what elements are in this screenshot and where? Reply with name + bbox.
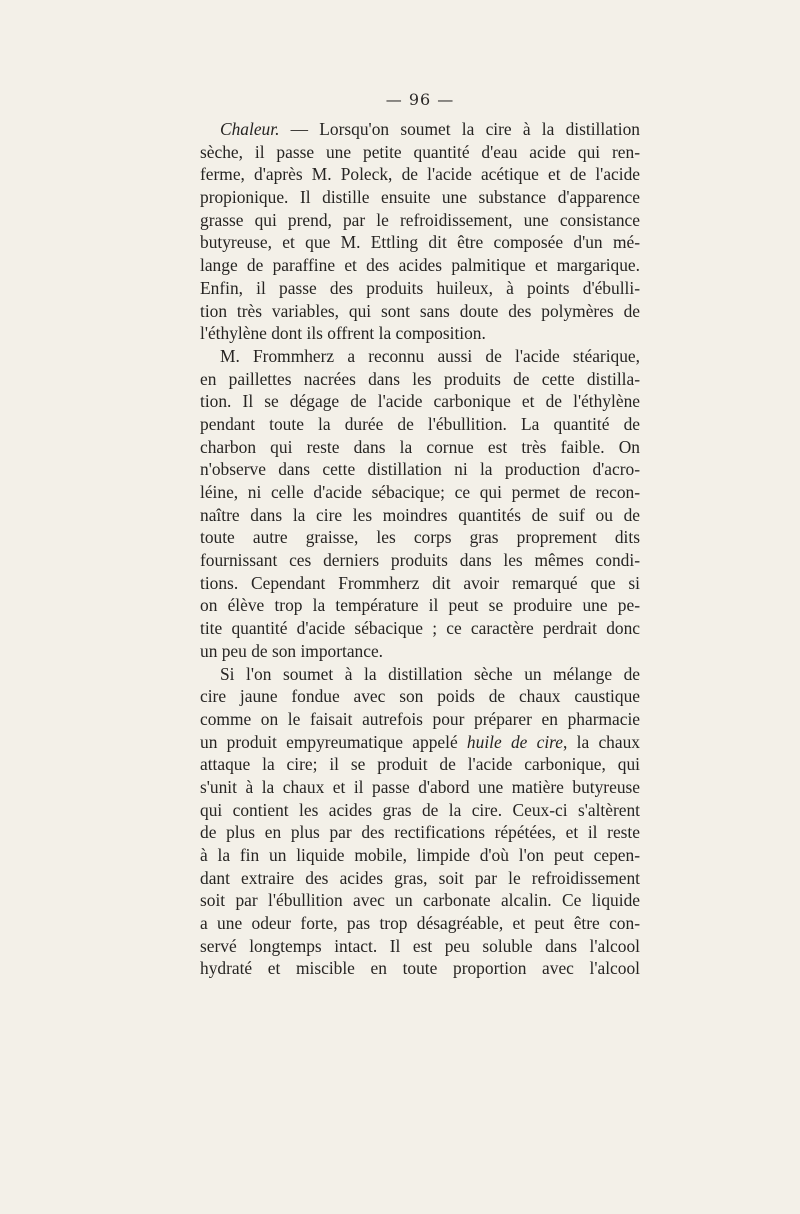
text-line: attaque la cire; il se produit de l'acide carbonique, qui: [200, 754, 640, 775]
text-line: à la fin un liquide mobile, limpide d'où l'on peut cepen-: [200, 845, 640, 865]
text-line: Si l'on soumet à la distillation sèche un mélange de: [220, 663, 640, 684]
italic-term: huile de cire: [466, 731, 564, 752]
text-line: on élève trop la température il peut se produire une pe-: [200, 595, 640, 616]
text-line: servé longtemps intact. Il est peu soluble dans l'alcool: [200, 935, 640, 956]
page-number: — 96 —: [385, 90, 455, 109]
text-line: l'éthylène dont ils offrent la composition.: [200, 323, 486, 344]
paragraph-chaleur: [200, 118, 640, 345]
text-line: lange de paraffine et des acides palmitique et margarique.: [200, 255, 640, 276]
text-line-content: un produit empyreumatique appelé: [200, 731, 467, 752]
text-line: M. Frommherz a reconnu aussi de l'acide stéarique,: [220, 345, 640, 366]
text-line: [200, 118, 640, 141]
text-line: propionique. Il distille ensuite une substance d'apparence: [200, 187, 640, 208]
text-line: tion très variables, qui sont sans doute des polymères de: [200, 300, 640, 321]
text-line: de plus en plus par des rectifications répétées, et il reste: [200, 822, 640, 843]
text-line: naître dans la cire les moindres quantités de suif ou de: [200, 504, 640, 525]
text-line: ferme, d'après M. Poleck, de l'acide acétique et de l'acide: [200, 164, 640, 185]
text-line: léine, ni celle d'acide sébacique; ce qui permet de recon-: [200, 482, 640, 502]
text-line: tions. Cependant Frommherz dit avoir remarqué que si: [200, 572, 640, 593]
section-heading-italic: Chaleur.: [220, 119, 280, 139]
text-line: cire jaune fondue avec son poids de chaux caustique: [200, 686, 640, 707]
text-line: en paillettes nacrées dans les produits de cette distilla-: [200, 368, 640, 389]
text-line: hydraté et miscible en toute proportion avec l'alcool: [200, 958, 640, 979]
text-line: pendant toute la durée de l'ébullition. La quantité de: [200, 413, 640, 434]
text-line: comme on le faisait autrefois pour préparer en pharmacie: [200, 708, 640, 729]
text-line: Enfin, il passe des produits huileux, à points d'ébulli-: [200, 277, 640, 298]
text-line: sèche, il passe une petite quantité d'eau acide qui ren-: [200, 141, 640, 162]
text-line: a une odeur forte, pas trop désagréable, et peut être con-: [200, 913, 640, 934]
text-line: butyreuse, et que M. Ettling dit être composée d'un mé-: [200, 232, 640, 253]
text-line: tion. Il se dégage de l'acide carbonique et de l'éthylène: [200, 391, 640, 412]
text-line: n'observe dans cette distillation ni la production d'acro-: [200, 459, 640, 480]
text-line: toute autre graisse, les corps gras proprement dits: [200, 527, 640, 548]
text-line: grasse qui prend, par le refroidissement, une consistance: [200, 209, 640, 230]
text-line: tite quantité d'acide sébacique ; ce caractère perdrait donc: [200, 618, 640, 639]
body-text: [200, 118, 640, 980]
text-line: s'unit à la chaux et il passe d'abord une matière butyreuse: [200, 776, 640, 797]
text-line-content: , la chaux: [563, 731, 640, 752]
text-line: dant extraire des acides gras, soit par le refroidissement: [200, 867, 640, 888]
text-line: qui contient les acides gras de la cire. Ceux-ci s'altèrent: [200, 799, 640, 820]
text-line: charbon qui reste dans la cornue est très faible. On: [200, 436, 640, 457]
text-line: un peu de son importance.: [200, 640, 384, 661]
text-line: soit par l'ébullition avec un carbonate alcalin. Ce liquide: [200, 890, 640, 911]
paragraph-distillation-chaux: [200, 663, 640, 981]
paragraph-frommherz: [200, 345, 640, 663]
text-line: [200, 731, 640, 754]
text-line: fournissant ces derniers produits dans les mêmes condi-: [200, 550, 640, 571]
text-line-content: — Lorsqu'on soumet la cire à la distillation: [279, 119, 640, 139]
